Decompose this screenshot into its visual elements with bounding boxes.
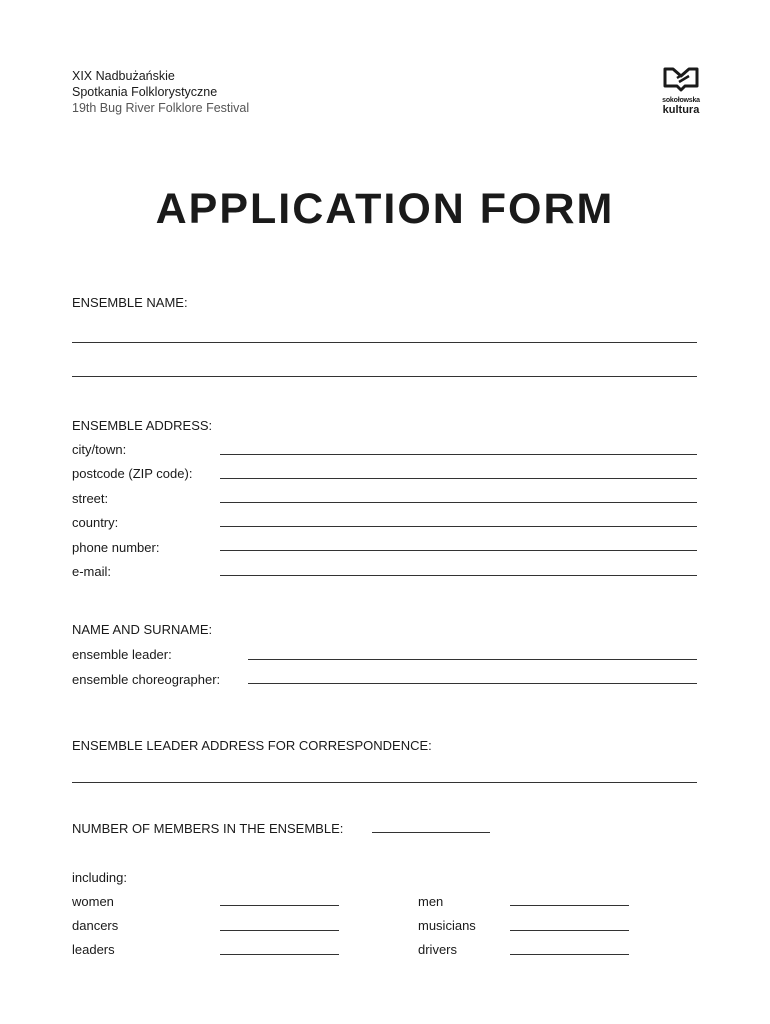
- drivers-line[interactable]: [510, 954, 629, 955]
- phone-line[interactable]: [220, 550, 697, 551]
- leaders-line[interactable]: [220, 954, 339, 955]
- members-count-line[interactable]: [372, 832, 490, 833]
- including-label: including:: [72, 870, 127, 885]
- country-line[interactable]: [220, 526, 697, 527]
- leaders-label: leaders: [72, 942, 115, 957]
- leader-line[interactable]: [248, 659, 697, 660]
- members-label: NUMBER OF MEMBERS IN THE ENSEMBLE:: [72, 821, 344, 836]
- correspondence-label: ENSEMBLE LEADER ADDRESS FOR CORRESPONDENCE:: [72, 738, 432, 753]
- header-line-3: 19th Bug River Folklore Festival: [72, 101, 250, 115]
- name-surname-label: NAME AND SURNAME:: [72, 622, 213, 637]
- book-wings-icon: [663, 66, 699, 92]
- field-label-phone: phone number:: [72, 540, 160, 555]
- postcode-line[interactable]: [220, 478, 697, 479]
- field-label-street: street:: [72, 491, 109, 506]
- field-label-choreographer: ensemble choreographer:: [72, 672, 221, 687]
- street-line[interactable]: [220, 502, 697, 503]
- drivers-label: drivers: [418, 942, 458, 957]
- field-label-email: e-mail:: [72, 564, 112, 579]
- ensemble-name-line-2[interactable]: [72, 376, 697, 377]
- page-title: APPLICATION FORM: [155, 185, 615, 233]
- header-line-1: XIX Nadbużańskie: [72, 69, 175, 83]
- field-label-leader: ensemble leader:: [72, 647, 172, 662]
- women-line[interactable]: [220, 905, 339, 906]
- correspondence-line[interactable]: [72, 782, 697, 783]
- email-line[interactable]: [220, 575, 697, 576]
- choreographer-line[interactable]: [248, 683, 697, 684]
- women-label: women: [72, 894, 114, 909]
- musicians-line[interactable]: [510, 930, 629, 931]
- ensemble-name-label: ENSEMBLE NAME:: [72, 295, 188, 310]
- logo-text-2: kultura: [662, 104, 700, 116]
- dancers-label: dancers: [72, 918, 119, 933]
- dancers-line[interactable]: [220, 930, 339, 931]
- musicians-label: musicians: [418, 918, 476, 933]
- header-line-2: Spotkania Folklorystyczne: [72, 85, 218, 99]
- men-line[interactable]: [510, 905, 629, 906]
- ensemble-address-label: ENSEMBLE ADDRESS:: [72, 418, 213, 433]
- field-label-country: country:: [72, 515, 119, 530]
- field-label-city: city/town:: [72, 442, 127, 457]
- logo: [656, 66, 706, 116]
- city-line[interactable]: [220, 454, 697, 455]
- men-label: men: [418, 894, 444, 909]
- logo-text-1: sokołowska: [662, 97, 700, 104]
- field-label-postcode: postcode (ZIP code):: [72, 466, 193, 481]
- ensemble-name-line-1[interactable]: [72, 342, 697, 343]
